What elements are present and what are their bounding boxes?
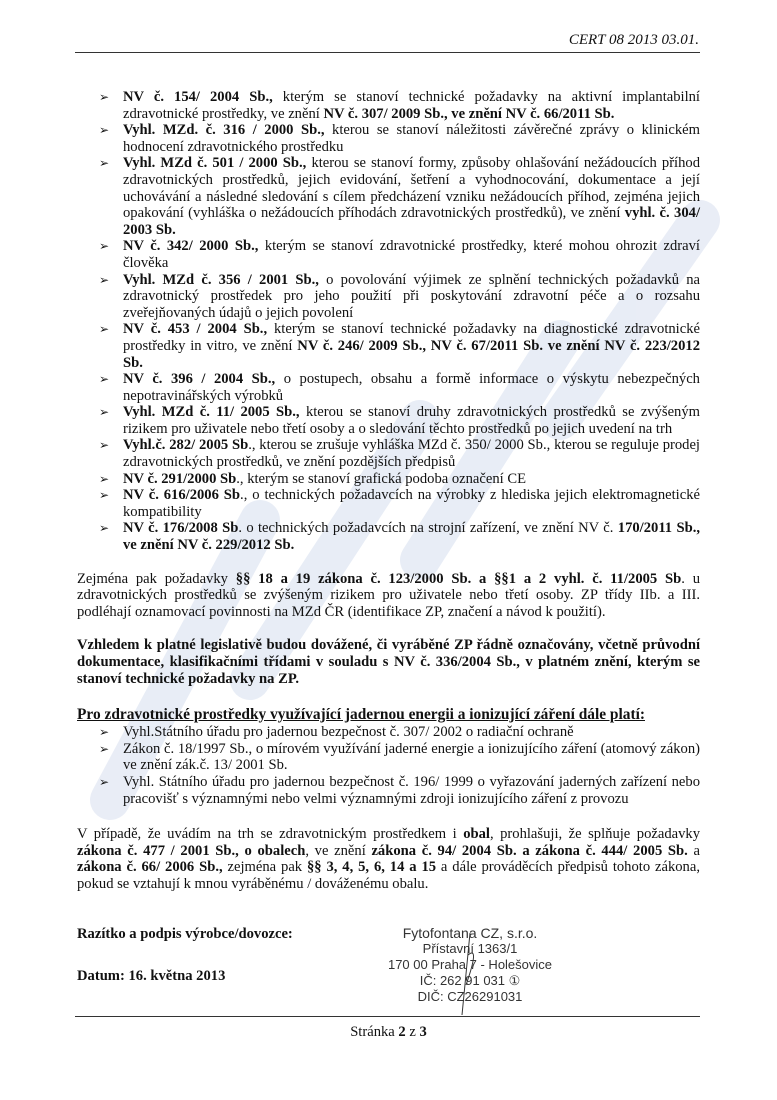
legislation-list [77,89,700,554]
footer-rule [75,1016,700,1017]
list-item [77,155,700,238]
text-segment: Zejména pak požadavky [77,570,236,587]
text-segment: NV č. 154/ 2004 Sb., [123,89,273,105]
text-segment: NV č. 342/ 2000 Sb., [123,238,259,255]
signature-label: Razítko a podpis výrobce/dovozce: [77,925,293,942]
text-segment: NV č. 616/2006 Sb [123,487,241,504]
signature-labels [77,925,357,985]
stamp-line: 170 00 Praha 7 - Holešovice [387,956,553,972]
text-segment: zejména pak [222,859,307,876]
text-segment: NV č. 291/2000 Sb [123,470,237,487]
text-segment: kterou se stanoví formy, způsoby ohlašování nežádoucích příhod zdravotnických prostředků, jejich evidování, šetření a vyhodnocování, dokumentace a její uchovávání a následné sledování s cílem předcházení vzniku nežádoucích příhod, zejména jejich opakování (vyhláška o nežádoucích příhodách zdravotnických prostředků), ve znění [123,155,701,222]
stamp-line: IČ: 262 91 031 ① [419,972,521,988]
text-segment: ., kterou se zrušuje vyhláška MZd č. 350/ 2000 Sb., kterou se reguluje prodej zdravotnických prostředků, ve znění pozdějších předpisů [123,437,700,471]
nuclear-heading: Pro zdravotnické prostředky využívající jadernou energii a ionizující záření dále platí: [77,706,645,724]
text-segment: Zákon č. 18/1997 Sb., o mírovém využívání jaderné energie a ionizujícího záření (atomový zákon) ve znění zák.č. 13/ 2001 Sb. [123,740,700,774]
text-segment: . o technických požadavcích na strojní zařízení, ve znění NV č. [238,520,618,537]
list-item [77,487,700,520]
text-segment: kterou se stanoví druhy zdravotnických prostředků se zvýšeným rizikem pro uživatele nebo třetí osoby a o sledování těchto prostředků po jejich uvedení na trh [123,404,700,437]
text-segment: Vyhl. MZd č. 501 / 2000 Sb., [123,155,307,172]
page-sep: z [405,1024,420,1040]
signature-mark [440,925,500,1020]
list-item [77,520,700,553]
arrow-bullet-icon: ➢ [99,372,110,387]
text-segment: §§ 3, 4, 5, 6, 14 a 15 [306,859,437,876]
arrow-bullet-icon: ➢ [99,156,110,171]
arrow-bullet-icon: ➢ [99,774,110,789]
text-segment: kterým se stanoví zdravotnické prostředky, které mohou ohrozit zdraví člověka [123,238,700,271]
text-segment: , ve znění [305,842,372,859]
paragraph-requirements [77,571,700,621]
arrow-bullet-icon: ➢ [99,322,110,337]
list-item [77,437,700,470]
text-segment: 170/2011 Sb., ve znění NV č. 229/2012 Sb. [123,520,700,554]
arrow-bullet-icon: ➢ [99,90,110,104]
list-item [77,238,700,271]
text-segment: Vyhl. MZd. č. 316 / 2000 Sb., [123,122,325,139]
text-segment: Vyhl. Státního úřadu pro jadernou bezpečnost č. 196/ 1999 o vyřazování jaderných zařízení nebo pracovišť s významnými nebo velmi významnými zdroji ionizujícího záření z provozu [123,773,700,807]
text-segment: a dále prováděcích předpisů tohoto zákona, pokud se vztahují k mnou vyráběnému / dováženému obalu. [77,859,700,892]
text-segment: zákona č. 477 / 2001 Sb., o obalech [77,842,306,859]
list-item [77,371,700,404]
arrow-bullet-icon: ➢ [99,741,110,756]
text-segment: zákona č. 66/ 2006 Sb., [77,859,223,876]
stamp-line: Přístavní 1363/1 [422,940,518,956]
text-segment: Vyhl. MZd č. 11/ 2005 Sb., [123,404,300,421]
stamp-line: DIČ: CZ26291031 [417,988,523,1004]
text-segment: Vyhl.Státního úřadu pro jadernou bezpečnost č. 307/ 2002 o radiační ochraně [123,724,574,741]
arrow-bullet-icon: ➢ [99,725,110,740]
arrow-bullet-icon: ➢ [99,123,110,138]
text-segment: kterým se stanoví technické požadavky na diagnostické zdravotnické prostředky in vitro, ve znění [123,321,700,354]
arrow-bullet-icon: ➢ [99,405,110,420]
text-segment: a [687,842,700,859]
text-segment: NV č. 246/ 2009 Sb., NV č. 67/2011 Sb. ve znění NV č. 223/2012 Sb. [123,337,700,371]
list-item [77,724,700,741]
date: Datum: 16. května 2013 [77,967,226,984]
nuclear-list [77,724,700,807]
arrow-bullet-icon: ➢ [99,471,110,486]
text-segment: NV č. 396 / 2004 Sb., [123,371,276,388]
text-segment: ., o technických požadavcích na výrobky z hlediska jejich elektromagnetické kompatibility [123,487,700,520]
text-segment: NV č. 307/ 2009 Sb., ve znění NV č. 66/2011 Sb. [323,105,615,122]
text-segment: Vyhl. MZd č. 356 / 2001 Sb., [123,271,319,288]
list-item [77,774,700,807]
signature-section [77,925,700,1005]
text-segment: ., kterým se stanoví grafická podoba označení CE [236,470,527,487]
legislation-list-section [77,89,700,554]
text-segment: vyhl. č. 304/ 2003 Sb. [123,205,701,238]
nuclear-section [77,706,700,807]
text-segment: V případě, že uvádím na trh se zdravotnickým prostředkem i [77,826,464,843]
text-segment: Vzhledem k platné legislativě budou dovážené, či vyráběné ZP řádně označovány, včetně průvodní dokumentace, klasifikačními třídami v souladu s NV č. 336/2004 Sb., v platném znění, kterým se stanoví technické požadavky na ZP. [77,637,700,687]
document-body [77,89,700,1005]
list-item [77,471,700,488]
arrow-bullet-icon: ➢ [99,488,110,503]
text-segment: §§ 18 a 19 zákona č. 123/2000 Sb. a §§1 a 2 vyhl. č. 11/2005 Sb [235,570,682,587]
company-stamp [360,925,580,1005]
current-page: 2 [398,1024,406,1040]
header-rule [75,52,700,53]
list-item [77,122,700,155]
list-item [77,321,700,371]
text-segment: , prohlašuji, že splňuje požadavky [489,826,700,843]
total-pages: 3 [419,1024,427,1040]
arrow-bullet-icon: ➢ [99,272,110,287]
arrow-bullet-icon: ➢ [99,521,110,536]
list-item [77,741,700,774]
text-segment: NV č. 453 / 2004 Sb., [123,321,268,338]
paragraph-labelling [77,637,700,687]
list-item [77,89,700,122]
text-segment: o postupech, obsahu a formě informace o výskytu nebezpečných nepotravinářských výrobků [123,371,700,404]
page-prefix: Stránka [350,1024,399,1040]
page-number [0,1024,777,1041]
text-segment: obal [463,826,490,843]
text-segment: NV č. 176/2008 Sb [123,520,239,537]
list-item [77,272,700,322]
text-segment: kterým se stanoví technické požadavky na aktivní implantabilní zdravotnické prostředky, ve znění [123,89,700,122]
document-code: CERT 08 2013 03.01. [568,32,699,48]
text-segment: Vyhl.č. 282/ 2005 Sb [123,437,249,454]
arrow-bullet-icon: ➢ [99,438,110,453]
arrow-bullet-icon: ➢ [99,239,110,254]
text-segment: kterou se stanoví náležitosti závěrečné zprávy o klinickém hodnocení zdravotnického prostředku [123,122,700,155]
text-segment: . u zdravotnických prostředků se zvýšeným rizikem pro uživatele nebo třetí osoby. ZP třídy IIb. a III. podléhají oznamovací povinnosti na MZd ČR (identifikace ZP, značení a návod k použití). [77,570,701,620]
list-item [77,404,700,437]
paragraph-packaging [77,826,700,892]
text-segment: zákona č. 94/ 2004 Sb. a zákona č. 444/ 2005 Sb. [371,842,688,859]
text-segment: o povolování výjimek ze splnění technických požadavků na zdravotnický prostředek pro jeho použití při poskytování zdravotní péče a o rozsahu zveřejňovaných údajů o jejich povolení [123,271,700,321]
stamp-line: Fytofontana CZ, s.r.o. [402,924,538,941]
